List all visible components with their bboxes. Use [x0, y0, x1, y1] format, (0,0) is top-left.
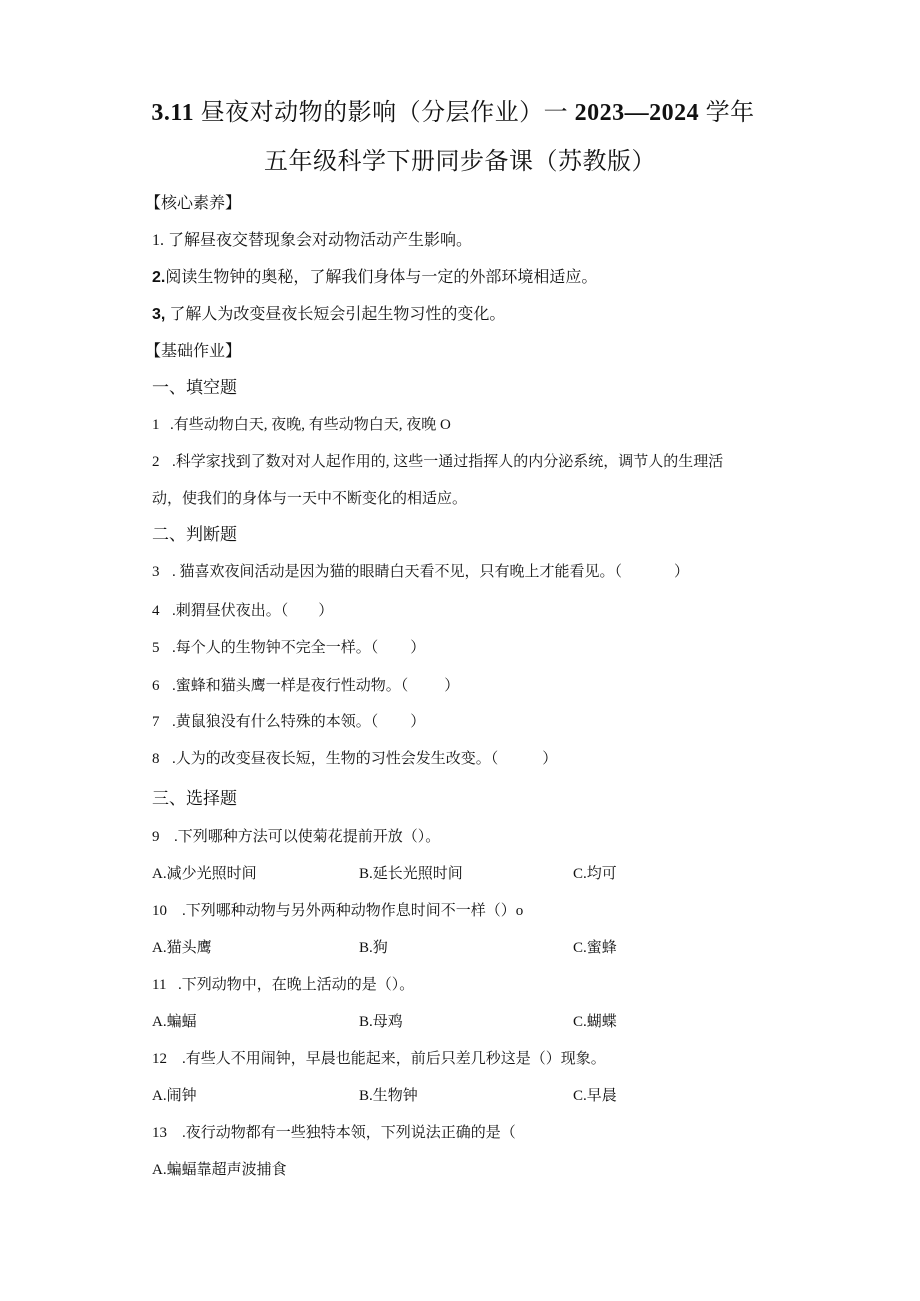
- question-1: [152, 414, 451, 436]
- q12-option-c: C.早晨: [573, 1088, 617, 1104]
- question-3: [152, 561, 689, 583]
- question-text: .下列动物中，在晚上活动的是（）。: [178, 977, 415, 993]
- question-2-continuation: 动，使我们的身体与一天中不断变化的相适应。: [152, 491, 468, 507]
- question-8: [152, 748, 557, 770]
- core-item-text: 了解人为改变昼夜长短会引起生物习性的变化。: [165, 306, 506, 323]
- q10-option-a: A.猫头鹰: [152, 940, 212, 956]
- q12-option-a: A.闹钟: [152, 1088, 197, 1104]
- question-text: . 猫喜欢夜间活动是因为猫的眼睛白天看不见，只有晚上才能看见。（: [172, 564, 623, 580]
- question-10: [152, 900, 523, 922]
- question-text: .下列哪种动物与另外两种动物作息时间不一样（）o: [182, 903, 524, 919]
- judge-heading: 二、判断题: [152, 525, 237, 544]
- question-9: [152, 826, 440, 848]
- core-item-number: 1.: [152, 232, 164, 249]
- close-paren: ）: [410, 640, 426, 656]
- core-item-text: 阅读生物钟的奥秘，了解我们身体与一定的外部环境相适应。: [165, 269, 598, 286]
- question-number: 6: [152, 678, 160, 694]
- q10-option-b: B.狗: [359, 940, 388, 956]
- q13-option-a: A.蝙蝠靠超声波捕食: [152, 1162, 287, 1178]
- close-paren: ）: [542, 751, 558, 767]
- question-number: 3: [152, 564, 160, 580]
- school-year-suffix: 学年: [699, 100, 755, 126]
- document-title-line1: [0, 98, 913, 128]
- fill-blank-heading: 一、填空题: [152, 378, 237, 397]
- close-paren: ）: [444, 678, 460, 694]
- core-item-number: 2.: [152, 269, 166, 286]
- question-number: 5: [152, 640, 160, 656]
- question-text: .有些人不用闹钟，早晨也能起来，前后只差几秒这是（）现象。: [182, 1051, 606, 1067]
- question-number: 2: [152, 454, 160, 470]
- q12-option-b: B.生物钟: [359, 1088, 418, 1104]
- question-12: [152, 1048, 606, 1070]
- core-item-number: 3,: [152, 306, 166, 323]
- question-11: [152, 974, 414, 996]
- question-text: .蜜蜂和猫头鹰一样是夜行性动物。（: [172, 678, 409, 694]
- question-text: .黄鼠狼没有什么特殊的本领。（: [172, 714, 379, 730]
- basic-homework-heading: 【基础作业】: [145, 343, 242, 360]
- close-paren: ）: [410, 714, 426, 730]
- document-title-line2: 五年级科学下册同步备课（苏教版）: [264, 149, 656, 175]
- question-4: [152, 600, 333, 622]
- school-year: 2023—2024: [574, 100, 700, 126]
- question-6: [152, 675, 459, 697]
- question-7: [152, 711, 425, 733]
- question-text: .每个人的生物钟不完全一样。（: [172, 640, 379, 656]
- question-number: 8: [152, 751, 160, 767]
- close-paren: ）: [674, 564, 690, 580]
- lesson-title: 昼夜对动物的影响（分层作业）一: [194, 100, 575, 126]
- core-item-2: [152, 267, 597, 289]
- q9-option-b: B.延长光照时间: [359, 866, 463, 882]
- question-number: 12: [152, 1051, 167, 1067]
- question-13: [152, 1122, 516, 1144]
- core-item-text: 了解昼夜交替现象会对动物活动产生影响。: [164, 232, 473, 249]
- core-item-1: [152, 230, 472, 252]
- question-text: .人为的改变昼夜长短，生物的习性会发生改变。（: [172, 751, 499, 767]
- q9-option-a: A.减少光照时间: [152, 866, 257, 882]
- close-paren: ）: [318, 603, 334, 619]
- q10-option-c: C.蜜蜂: [573, 940, 617, 956]
- lesson-number: 3.11: [151, 100, 195, 126]
- question-text: .刺猬昼伏夜出。（: [172, 603, 289, 619]
- question-number: 1: [152, 417, 160, 433]
- question-number: 7: [152, 714, 160, 730]
- question-number: 13: [152, 1125, 167, 1141]
- question-5: [152, 637, 425, 659]
- question-number: 9: [152, 829, 160, 845]
- question-text: .夜行动物都有一些独特本领，下列说法正确的是（: [182, 1125, 516, 1141]
- question-number: 11: [152, 977, 167, 993]
- core-literacy-heading: 【核心素养】: [145, 195, 242, 212]
- q11-option-a: A.蝙蝠: [152, 1014, 197, 1030]
- question-text: .科学家找到了数对对人起作用的, 这些一通过指挥人的内分泌系统，调节人的生理活: [172, 454, 724, 470]
- choice-heading: 三、选择题: [152, 789, 237, 808]
- question-number: 10: [152, 903, 167, 919]
- question-2: [152, 451, 723, 473]
- question-text: .下列哪种方法可以使菊花提前开放（）。: [174, 829, 441, 845]
- question-number: 4: [152, 603, 160, 619]
- q11-option-c: C.蝴蝶: [573, 1014, 617, 1030]
- question-text: .有些动物白天, 夜晚, 有些动物白天, 夜晚 O: [170, 417, 451, 433]
- q11-option-b: B.母鸡: [359, 1014, 403, 1030]
- q9-option-c: C.均可: [573, 866, 617, 882]
- core-item-3: [152, 304, 505, 326]
